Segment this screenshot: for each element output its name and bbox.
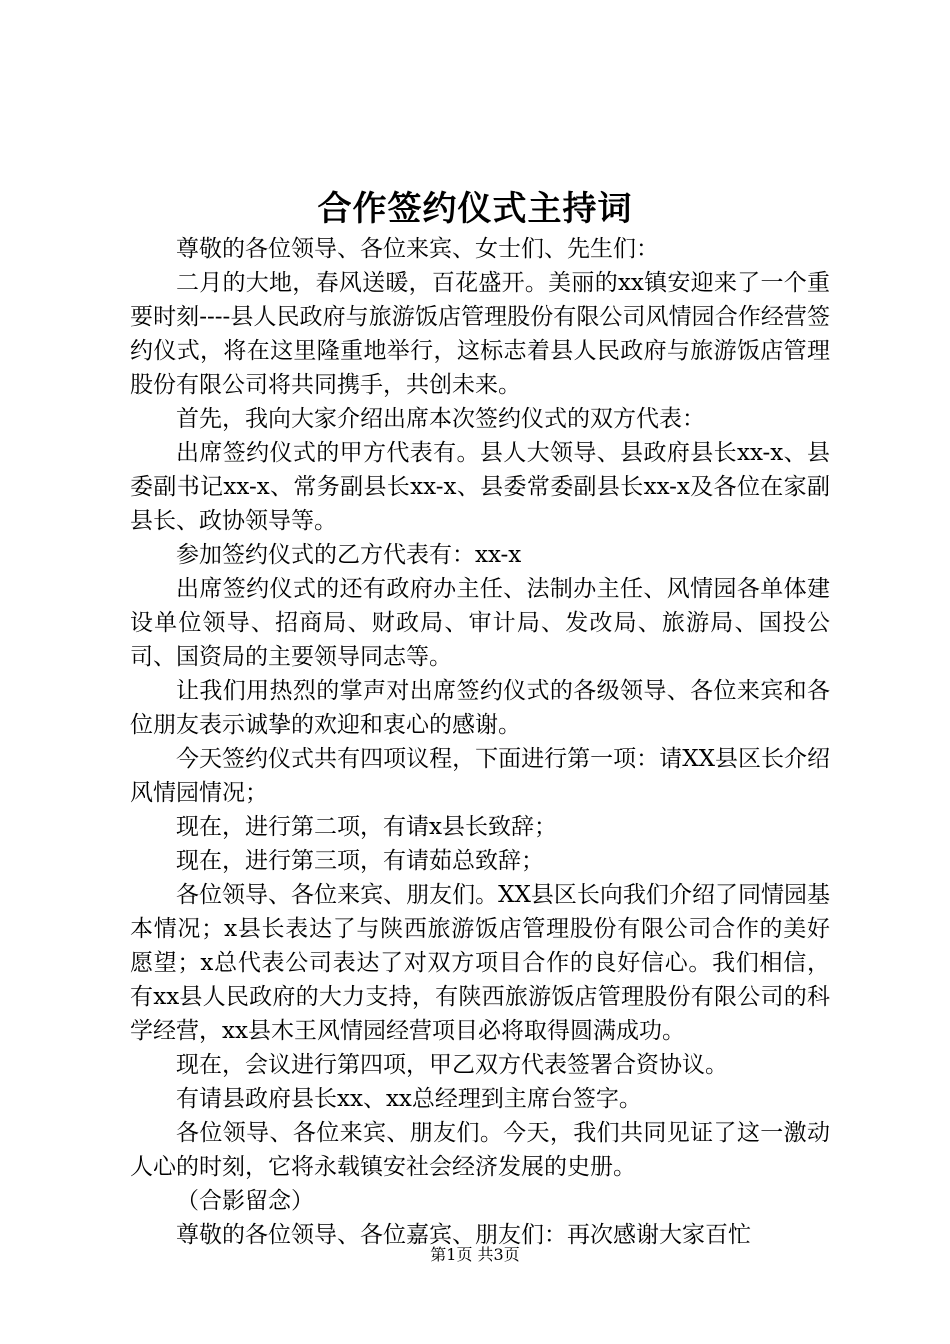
- paragraph-signing: 有请县政府县长xx、xx总经理到主席台签字。: [176, 1086, 642, 1112]
- paragraph-summary: 各位领导、各位来宾、朋友们。XX县区长向我们介绍了同情园基本情况；x县长表达了与陕西旅游饭店管理股份有限公司合作的美好愿望；x总代表公司表达了对双方项目合作的良好信心。我们相信，有xx县人民政府的大力支持，有陕西旅游饭店管理股份有限公司的科学经营，xx县木王风情园经营项目必将取得圆满成功。: [130, 882, 830, 1044]
- paragraph-party-a: 出席签约仪式的甲方代表有。县人大领导、县政府县长xx-x、县委副书记xx-x、常务副县长xx-x、县委常委副县长xx-x及各位在家副县长、政协领导等。: [130, 440, 830, 534]
- page-number-footer: 第1页 共3页: [430, 1245, 520, 1264]
- paragraph-witness: 各位领导、各位来宾、朋友们。今天，我们共同见证了这一激动人心的时刻，它将永载镇安社会经济发展的史册。: [130, 1120, 830, 1180]
- paragraph-agenda-item-1: 今天签约仪式共有四项议程，下面进行第一项：请XX县区长介绍风情园情况；: [130, 746, 830, 806]
- paragraph-closing: 尊敬的各位领导、各位嘉宾、朋友们：再次感谢大家百忙: [176, 1222, 751, 1248]
- document-title: 合作签约仪式主持词: [317, 189, 633, 229]
- paragraph-attendees: 出席签约仪式的还有政府办主任、法制办主任、风情园各单体建设单位领导、招商局、财政局、审计局、发改局、旅游局、国投公司、国资局的主要领导同志等。: [130, 576, 830, 670]
- paragraph-introduction: 首先，我向大家介绍出席本次签约仪式的双方代表：: [176, 406, 705, 432]
- paragraph-opening: 二月的大地，春风送暖，百花盛开。美丽的xx镇安迎来了一个重要时刻----县人民政府与旅游饭店管理股份有限公司风情园合作经营签约仪式，将在这里隆重地举行，这标志着县人民政府与旅游饭店管理股份有限公司将共同携手，共创未来。: [130, 270, 830, 398]
- paragraph-group-photo: （合影留念）: [176, 1188, 314, 1214]
- paragraph-agenda-item-2: 现在，进行第二项，有请x县长致辞；: [176, 814, 557, 840]
- paragraph-party-b: 参加签约仪式的乙方代表有：xx-x: [176, 542, 522, 568]
- paragraph-greeting: 尊敬的各位领导、各位来宾、女士们、先生们：: [176, 236, 659, 262]
- paragraph-agenda-item-3: 现在，进行第三项，有请茹总致辞；: [176, 848, 544, 874]
- paragraph-agenda-item-4: 现在，会议进行第四项，甲乙双方代表签署合资协议。: [176, 1052, 728, 1078]
- paragraph-welcome: 让我们用热烈的掌声对出席签约仪式的各级领导、各位来宾和各位朋友表示诚挚的欢迎和衷心的感谢。: [130, 678, 830, 738]
- document-body: [130, 232, 830, 1252]
